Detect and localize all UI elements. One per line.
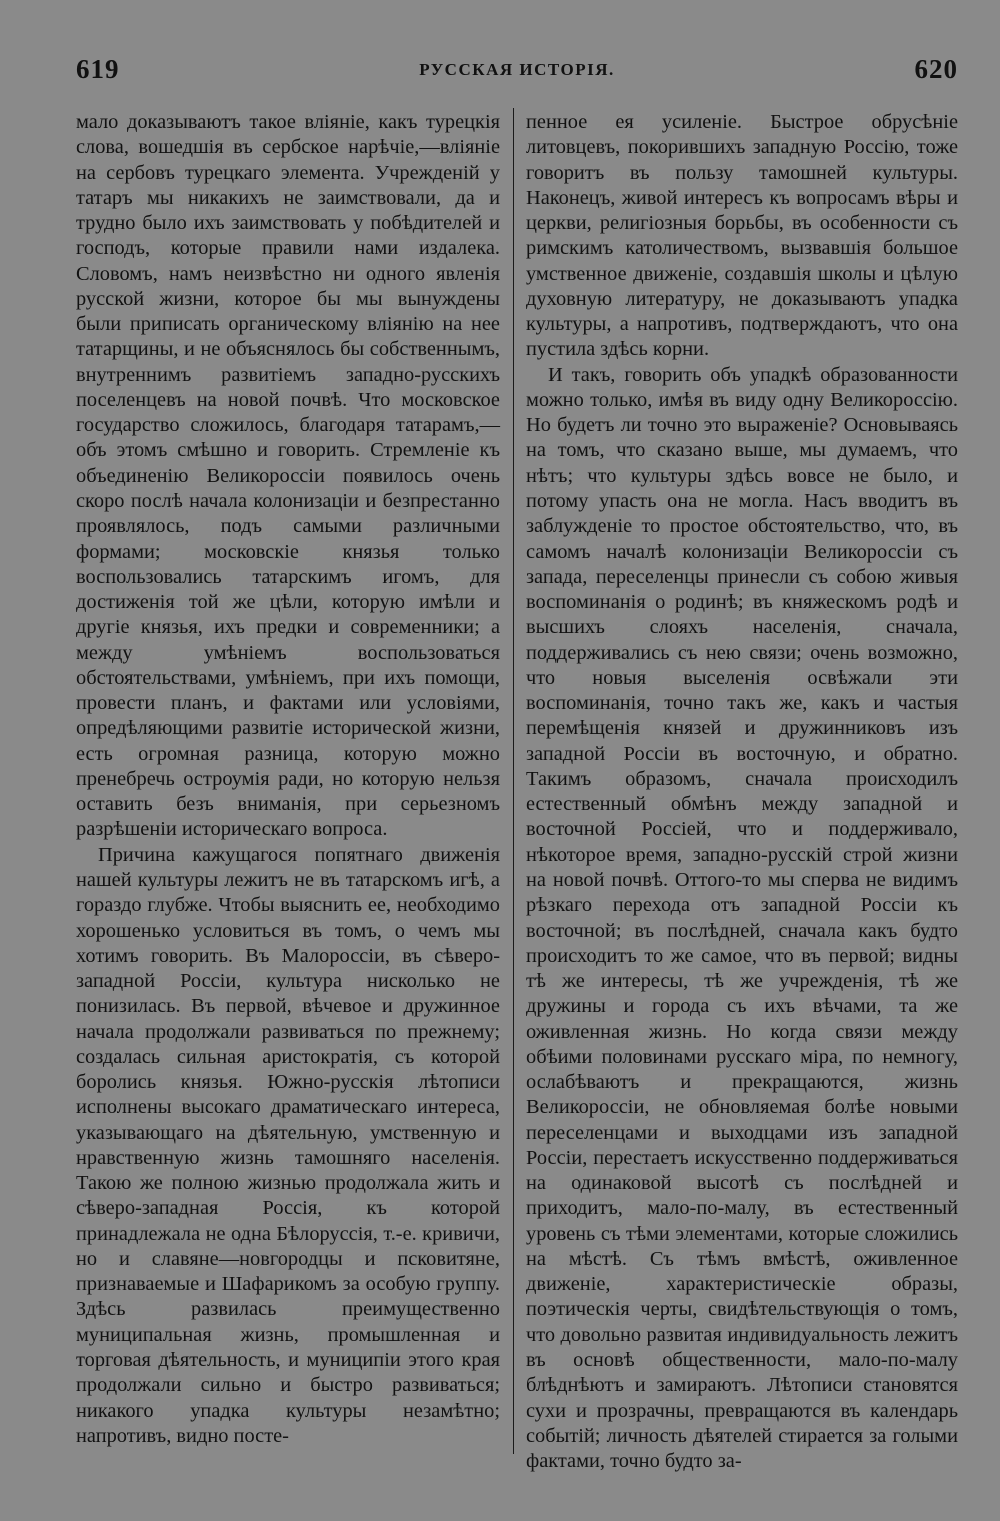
paragraph: мало доказываютъ такое вліяніе, какъ турецкія слова, вошедшія въ сербское нарѣчіе,—вліяніе на сербовъ турецкаго элемента. Учрежденій у татаръ мы никакихъ не заимствовали, да и трудно было ихъ заимствовать у побѣдителей и господъ, которые правили нами издалека. Словомъ, намъ неизвѣстно ни одного явленія русской жизни, которое бы мы вынуждены были приписать органическому вліянію на нее татарщины, и не объяснялось бы собственнымъ, внутреннимъ развитіемъ западно-русскихъ поселенцевъ на новой почвѣ. Что московское государство сложилось, благодаря татарамъ,—объ этомъ смѣшно и говорить. Стремленіе къ объединенію Великороссіи появилось очень скоро послѣ начала колонизаціи и безпрестанно проявлялось, подъ самыми различными формами; московскіе князья только воспользовались татарскимъ игомъ, для достиженія той же цѣли, которую имѣли и другіе князья, ихъ предки и современники; а между умѣніемъ воспользоваться обстоятельствами, умѣніемъ, при ихъ помощи, провести планъ, и фактами или условіями, опредѣляющими развитіе исторической жизни, есть огромная разница, которую можно пренебречь остроумія ради, но которую нельзя оставить безъ вниманія, при серьезномъ разрѣшеніи историческаго вопроса. — [76, 111, 500, 841]
left-column — [76, 110, 500, 1449]
right-column — [526, 110, 958, 1474]
running-title: РУССКАЯ ИСТОРІЯ. — [419, 60, 615, 79]
page-number-left: 619 — [76, 54, 120, 84]
paragraph: И такъ, говорить объ упадкѣ образованности можно только, имѣя въ виду одну Великороссію. Но будетъ ли точно это выраженіе? Основываясь на томъ, что сказано выше, мы думаемъ, что нѣтъ; что культуры здѣсь вовсе не было, и потому упасть она не могла. Насъ вводитъ въ заблужденіе то простое обстоятельство, что, въ самомъ началѣ колонизаціи Великороссіи съ запада, переселенцы принесли съ собою живыя воспоминанія о родинѣ; въ княжескомъ родѣ и высшихъ слояхъ населенія, сначала, поддерживались съ нею связи; очень возможно, что новыя выселенія освѣжали эти воспоминанія, точно такъ же, какъ и частыя перемѣщенія князей и дружинниковъ изъ западной Россіи въ восточную, и обратно. Такимъ образомъ, сначала происходилъ естественный обмѣнъ между западной и восточной Россіей, что и поддерживало, нѣкоторое время, западно-русскій строй жизни на новой почвѣ. Оттого-то мы сперва не видимъ рѣзкаго перехода отъ западной Россіи къ восточной; въ послѣдней, сначала какъ будто происходитъ то же самое, что въ первой; видны тѣ же интересы, тѣ же учрежденія, тѣ же дружины и города съ ихъ вѣчами, та же оживленная жизнь. Но когда связи между обѣими половинами русскаго міра, по немногу, ослабѣваютъ и прекращаются, жизнь Великороссіи, не обновляемая болѣе новыми переселенцами и выходцами изъ западной Россіи, перестаетъ искусственно поддерживаться на одинаковой высотѣ съ послѣдней и приходитъ, мало-по-малу, въ естественный уровень съ тѣми элементами, которые сложились на мѣстѣ. Съ тѣмъ вмѣстѣ, оживленное движеніе, характеристическіе образы, поэтическія черты, свидѣтельствующія о томъ, что довольно развитая индивидуальность лежитъ въ основѣ общественности, мало-по-малу блѣднѣютъ и замираютъ. Лѣтописи становятся сухи и прозрачны, превращаются въ календарь событій; личность дѣятелей стирается за голыми фактами, точно будто за- — [526, 363, 958, 1473]
page-number-right: 620 — [914, 54, 958, 84]
paragraph: пенное ея усиленіе. Быстрое обрусѣніе литовцевъ, покорившихъ западную Россію, тоже говоритъ въ пользу тамошней культуры. Наконецъ, живой интересъ къ вопросамъ вѣры и церкви, религіозныя борьбы, въ особенности съ римскимъ католичествомъ, вызвавшія большое умственное движеніе, создавшія школы и цѣлую духовную литературу, не доказываютъ упадка культуры, а напротивъ, подтверждаютъ, что она пустила здѣсь корни. — [526, 111, 958, 361]
page-header — [76, 54, 958, 90]
column-divider — [513, 108, 514, 1454]
paragraph: Причина кажущагося попятнаго движенія нашей культуры лежитъ не въ татарскомъ игѣ, а гораздо глубже. Чтобы выяснить ее, необходимо хорошенько условиться въ томъ, о чемъ мы хотимъ говорить. Въ Малороссіи, въ сѣверо-западной Россіи, культура нисколько не понизилась. Въ первой, вѣчевое и дружинное начала продолжали развиваться по прежнему; создалась сильная аристократія, съ которой боролись князья. Южно-русскія лѣтописи исполнены высокаго драматическаго интереса, указывающаго на дѣятельную, умственную и нравственную жизнь тамошняго населенія. Такою же полною жизнью продолжала жить и сѣверо-западная Россія, къ которой принадлежала не одна Бѣлоруссія, т.-е. кривичи, но и славяне—новгородцы и псковитяне, признаваемые и Шафарикомъ за особую группу. Здѣсь развилась преимущественно муниципальная жизнь, промышленная и торговая дѣятельность, и муниципіи этого края продолжали сильно и быстро развиваться; никакого упадка культуры незамѣтно; напротивъ, видно посте- — [76, 843, 500, 1447]
